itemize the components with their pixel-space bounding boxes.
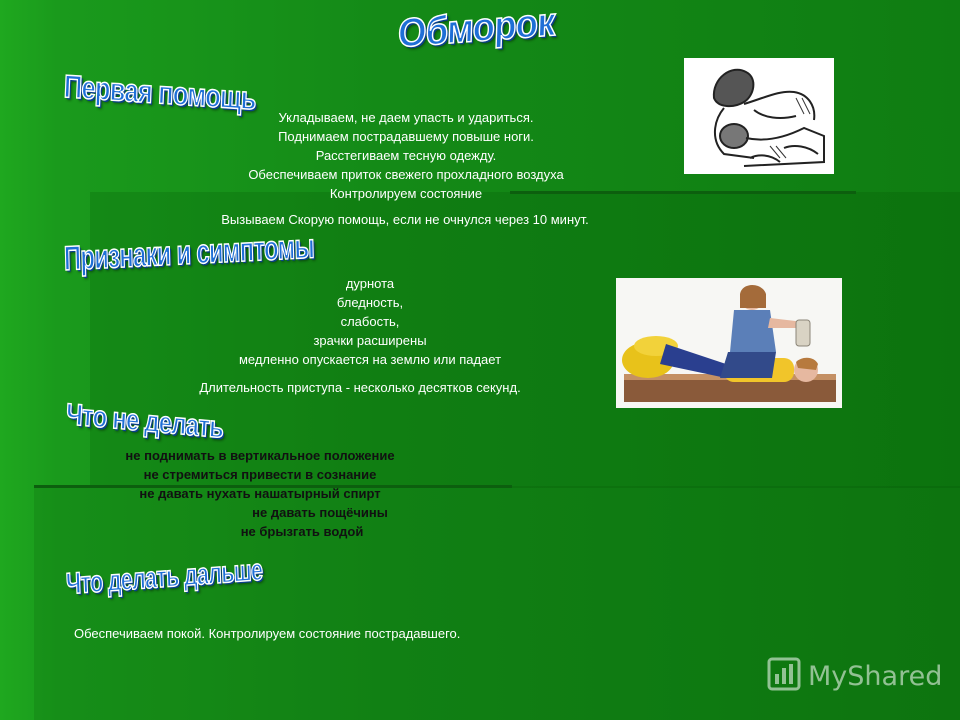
chart-icon <box>766 656 802 697</box>
next-steps-text: Обеспечиваем покой. Контролируем состояние пострадавшего. <box>74 626 461 641</box>
dont-line: не давать нухать нашатырный спирт <box>139 486 381 501</box>
first-aid-line: Расстегиваем тесную одежду. <box>315 148 497 163</box>
first-aid-illustration <box>684 58 834 174</box>
heading-symptoms: Признаки и симптомы <box>63 227 315 278</box>
dont-do-list <box>100 446 420 541</box>
first-aid-line: Поднимаем пострадавшему повыше ноги. <box>278 129 534 144</box>
symptom-line: зрачки расширены <box>313 333 427 348</box>
slide-title: Обморок <box>397 0 556 57</box>
watermark-text: MyShared <box>808 660 943 692</box>
dont-line: не поднимать в вертикальное положение <box>125 448 395 463</box>
symptom-line: дурнота <box>345 276 395 291</box>
symptom-line: бледность, <box>336 295 404 310</box>
first-aid-list <box>196 108 616 203</box>
first-aid-line: Укладываем, не даем упасть и удариться. <box>278 110 534 125</box>
illustration-helper-holding-victim-icon <box>684 58 834 174</box>
call-ambulance-text: Вызываем Скорую помощь, если не очнулся через 10 минут. <box>221 212 589 227</box>
first-aid-line: Обеспечиваем приток свежего прохладного воздуха <box>248 167 564 182</box>
dont-line: не брызгать водой <box>240 524 364 539</box>
symptom-line: слабость, <box>340 314 400 329</box>
symptom-line: медленно опускается на землю или падает <box>238 352 502 367</box>
heading-dont-do: Что не делать <box>65 398 224 445</box>
heading-next-steps: Что делать дальше <box>65 553 263 601</box>
dont-line: не стремиться привести в сознание <box>143 467 377 482</box>
dont-line: не давать пощёчины <box>252 505 388 520</box>
heading-first-aid: Первая помощь <box>63 68 257 117</box>
first-aid-line: Контролируем состояние <box>329 186 483 201</box>
symptoms-list <box>170 274 570 369</box>
photo-victim-lying-legs-raised-icon <box>616 278 842 408</box>
duration-text: Длительность приступа - несколько десятков секунд. <box>199 380 521 395</box>
symptoms-photo <box>616 278 842 408</box>
watermark <box>766 656 942 696</box>
